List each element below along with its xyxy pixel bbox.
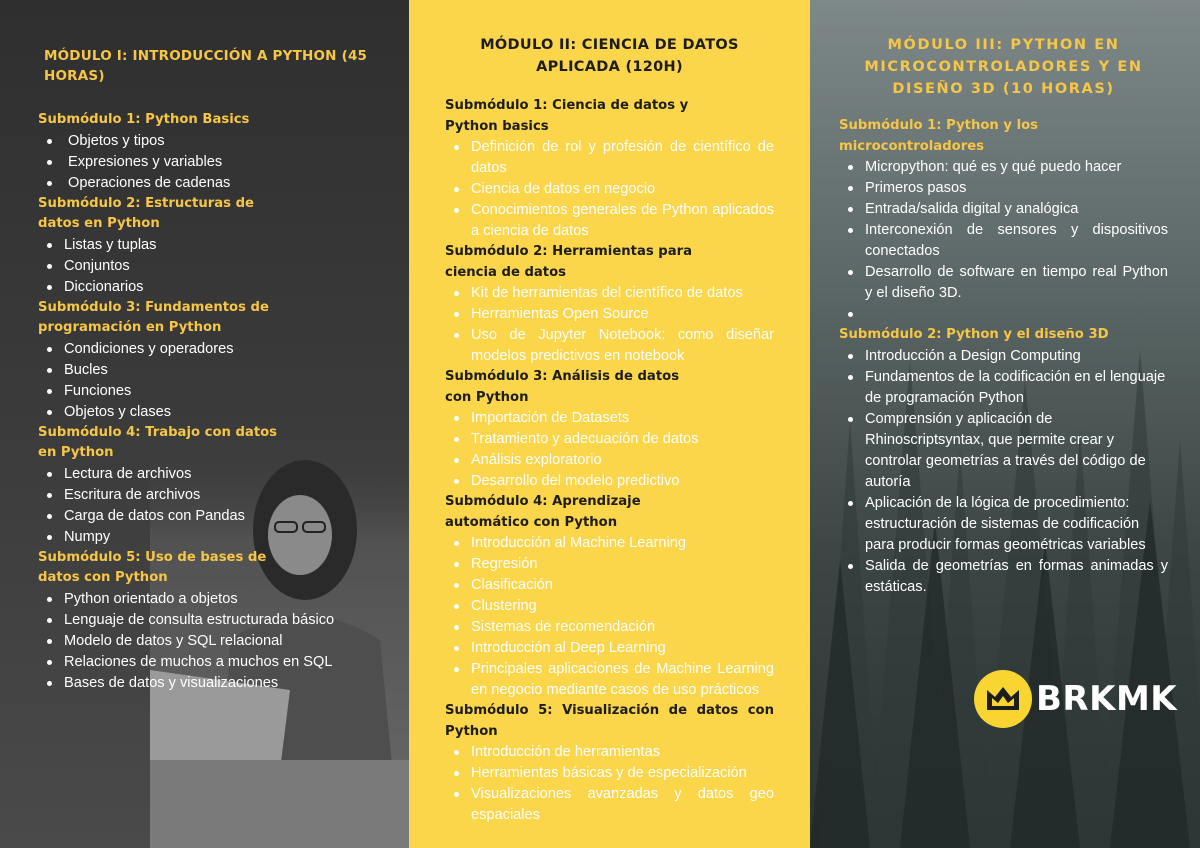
list-item: Expresiones y variables: [38, 152, 389, 173]
list-item: Listas y tuplas: [38, 235, 389, 256]
list-item: Bases de datos y visualizaciones: [38, 673, 389, 694]
section-3: [38, 298, 389, 423]
section-5: [38, 548, 389, 694]
list-item: Objetos y clases: [38, 402, 389, 423]
section-heading: Submódulo 5: Visualización de datos con Python: [445, 703, 774, 739]
list-item: Lectura de archivos: [38, 464, 389, 485]
list-item: Introducción al Machine Learning: [445, 533, 774, 554]
list-item: Introducción de herramientas: [445, 742, 774, 763]
list-item: Modelo de datos y SQL relacional: [38, 631, 389, 652]
section-heading: Submódulo 1: Python Basics: [38, 112, 250, 127]
list-item: Regresión: [445, 554, 774, 575]
list-item: Micropython: qué es y qué puedo hacer: [839, 157, 1168, 178]
section-heading: Submódulo 2: Herramientas para ciencia de datos: [445, 244, 693, 280]
list-item: Carga de datos con Pandas: [38, 506, 389, 527]
module-2-title: MÓDULO II: CIENCIA DE DATOS APLICADA (120H): [480, 37, 739, 75]
list-item: Análisis exploratorio: [445, 450, 774, 471]
module-1-title: MÓDULO I: INTRODUCCIÓN A PYTHON (45 HORAS): [44, 48, 368, 84]
section-heading: Submódulo 3: Fundamentos de programación en Python: [38, 299, 269, 335]
list-item: Relaciones de muchos a muchos en SQL: [38, 652, 389, 673]
list-item: Entrada/salida digital y analógica: [839, 199, 1168, 220]
section-heading: Submódulo 1: Python y los microcontroladores: [839, 118, 1039, 154]
logo-text: BRKMK: [1036, 679, 1178, 719]
brkmk-logo: [974, 670, 1177, 728]
list-item: Escritura de archivos: [38, 485, 389, 506]
list-item: Fundamentos de la codificación en el lenguaje de programación Python: [839, 367, 1168, 409]
list-item: Desarrollo de software en tiempo real Python y el diseño 3D.: [839, 262, 1168, 304]
module-2-panel: [409, 0, 810, 848]
section-4: [445, 492, 774, 701]
list-item: Visualizaciones avanzadas y datos geo espaciales: [445, 784, 774, 826]
section-3: [445, 367, 774, 492]
section-4: [38, 423, 389, 548]
section-heading: Submódulo 5: Uso de bases de datos con Python: [38, 549, 267, 585]
list-item-empty: [839, 304, 1168, 325]
list-item: Operaciones de cadenas: [38, 173, 389, 194]
section-1: [839, 116, 1168, 325]
list-item: Condiciones y operadores: [38, 339, 389, 360]
list-item: Python orientado a objetos: [38, 589, 389, 610]
section-heading: Submódulo 4: Aprendizaje automático con Python: [445, 494, 641, 530]
list-item: Primeros pasos: [839, 178, 1168, 199]
module-3-title: MÓDULO III: PYTHON EN MICROCONTROLADORES Y EN DISEÑO 3D (10 HORAS): [864, 37, 1143, 97]
list-item: Ciencia de datos en negocio: [445, 179, 774, 200]
list-item: Sistemas de recomendación: [445, 617, 774, 638]
section-2: [445, 242, 774, 367]
module-1-panel: [0, 0, 409, 848]
list-item: Diccionarios: [38, 277, 389, 298]
section-2: [38, 194, 389, 298]
section-heading: Submódulo 2: Estructuras de datos en Python: [38, 195, 254, 231]
section-heading: Submódulo 3: Análisis de datos con Python: [445, 369, 680, 405]
list-item: Definición de rol y profesión de científico de datos: [445, 137, 774, 179]
module-3-content: [839, 34, 1168, 598]
list-item: Principales aplicaciones de Machine Learning en negocio mediante casos de uso prácticos: [445, 659, 774, 701]
list-item: Importación de Datasets: [445, 408, 774, 429]
section-1: [445, 96, 774, 242]
list-item: Funciones: [38, 381, 389, 402]
section-heading: Submódulo 4: Trabajo con datos en Python: [38, 424, 278, 460]
section-heading: Submódulo 2: Python y el diseño 3D: [839, 327, 1109, 342]
list-item: Herramientas básicas y de especialización: [445, 763, 774, 784]
list-item: Comprensión y aplicación de Rhinoscriptsyntax, que permite crear y controlar geometrías a través del código de autoría: [839, 409, 1168, 493]
list-item: Introducción al Deep Learning: [445, 638, 774, 659]
list-item: Numpy: [38, 527, 389, 548]
list-item: Objetos y tipos: [38, 131, 389, 152]
list-item: Kit de herramientas del científico de datos: [445, 283, 774, 304]
section-heading: Submódulo 1: Ciencia de datos y Python basics: [445, 98, 689, 134]
list-item: Desarrollo del modelo predictivo: [445, 471, 774, 492]
list-item: Tratamiento y adecuación de datos: [445, 429, 774, 450]
list-item: Introducción a Design Computing: [839, 346, 1168, 367]
list-item: Clustering: [445, 596, 774, 617]
list-item: Salida de geometrías en formas animadas y estáticas.: [839, 556, 1168, 598]
section-2: [839, 325, 1168, 598]
list-item: Bucles: [38, 360, 389, 381]
module-1-content: [38, 46, 389, 694]
list-item: Conjuntos: [38, 256, 389, 277]
list-item: Aplicación de la lógica de procedimiento: estructuración de sistemas de codificación para producir formas geométricas variables: [839, 493, 1168, 556]
list-item: Uso de Jupyter Notebook: como diseñar modelos predictivos en notebook: [445, 325, 774, 367]
list-item: Clasificación: [445, 575, 774, 596]
list-item: Lenguaje de consulta estructurada básico: [38, 610, 389, 631]
section-1: [38, 110, 389, 194]
list-item: Conocimientos generales de Python aplicados a ciencia de datos: [445, 200, 774, 242]
list-item: Herramientas Open Source: [445, 304, 774, 325]
crown-m-icon: [974, 670, 1032, 728]
list-item: Interconexión de sensores y dispositivos conectados: [839, 220, 1168, 262]
section-5: [445, 701, 774, 826]
